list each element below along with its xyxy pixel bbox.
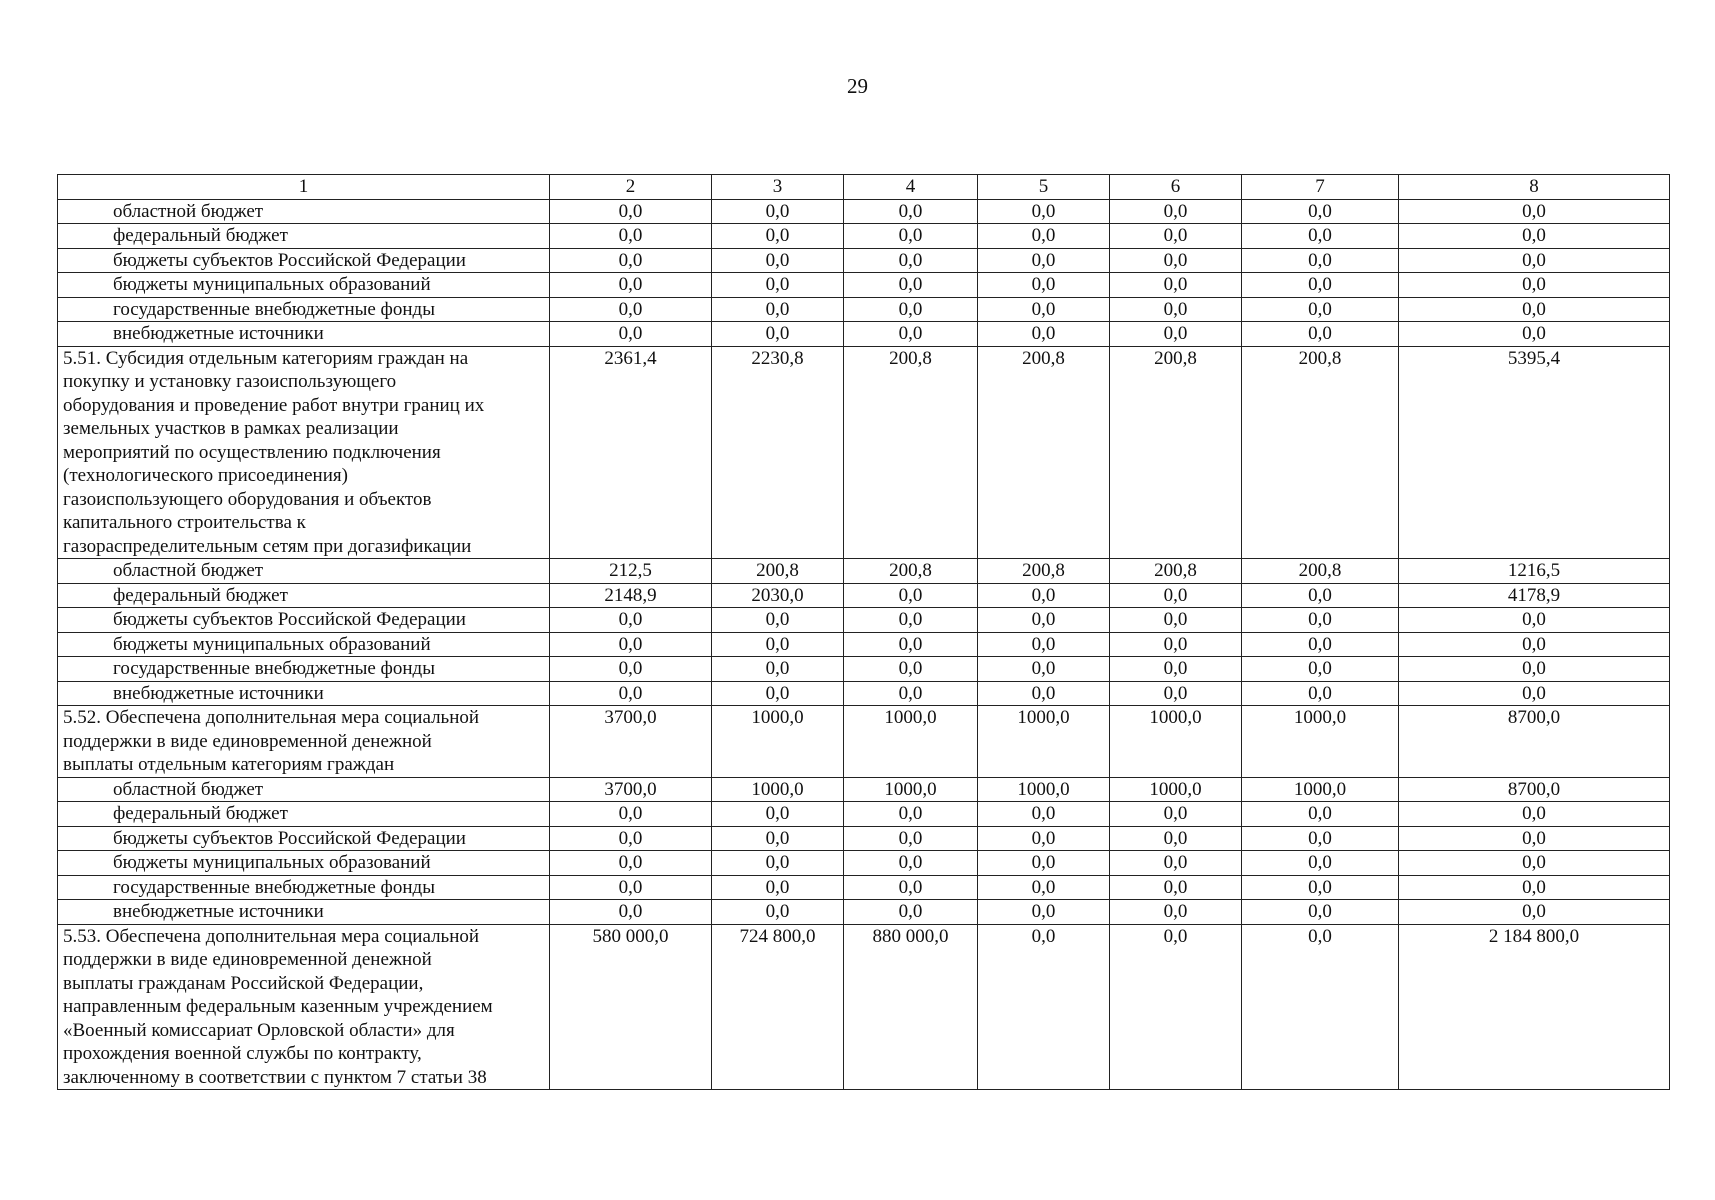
value-cell: 0,0 [978, 248, 1110, 273]
value-cell: 0,0 [1242, 924, 1399, 1090]
value-cell: 0,0 [978, 851, 1110, 876]
measure-description-line: выплаты гражданам Российской Федерации, [63, 972, 424, 994]
value-cell: 0,0 [1242, 632, 1399, 657]
budget-source-label: внебюджетные источники [58, 681, 550, 706]
value-cell: 200,8 [712, 559, 844, 584]
measure-description-line: (технологического присоединения) [63, 465, 348, 486]
budget-source-row [58, 224, 1670, 249]
budget-source-row [58, 608, 1670, 633]
value-cell: 200,8 [978, 559, 1110, 584]
value-cell: 2230,8 [712, 346, 844, 559]
budget-source-row [58, 875, 1670, 900]
value-cell: 0,0 [844, 297, 978, 322]
budget-source-label: государственные внебюджетные фонды [58, 657, 550, 682]
value-cell: 0,0 [712, 297, 844, 322]
value-cell: 0,0 [1242, 248, 1399, 273]
value-cell: 0,0 [844, 632, 978, 657]
value-cell: 0,0 [1399, 851, 1670, 876]
value-cell: 0,0 [712, 224, 844, 249]
value-cell: 4178,9 [1399, 583, 1670, 608]
value-cell: 0,0 [1110, 632, 1242, 657]
value-cell: 0,0 [1399, 900, 1670, 925]
value-cell: 3700,0 [550, 777, 712, 802]
measure-description-line: 5.51. Субсидия отдельным категориям граждан на [63, 347, 469, 369]
budget-source-row [58, 681, 1670, 706]
value-cell: 1000,0 [844, 706, 978, 778]
value-cell: 0,0 [1110, 583, 1242, 608]
value-cell: 0,0 [712, 826, 844, 851]
value-cell: 0,0 [1242, 224, 1399, 249]
value-cell: 0,0 [1110, 199, 1242, 224]
measure-description-line: поддержки в виде единовременной денежной [63, 730, 432, 752]
value-cell: 580 000,0 [550, 924, 712, 1090]
value-cell: 0,0 [1242, 681, 1399, 706]
value-cell: 0,0 [1110, 826, 1242, 851]
value-cell: 0,0 [978, 297, 1110, 322]
value-cell: 0,0 [1242, 875, 1399, 900]
column-header: 3 [712, 175, 844, 200]
budget-source-row [58, 248, 1670, 273]
value-cell: 0,0 [1242, 322, 1399, 347]
table-body [58, 175, 1670, 1090]
value-cell: 0,0 [712, 632, 844, 657]
value-cell: 0,0 [550, 297, 712, 322]
value-cell: 1000,0 [1242, 706, 1399, 778]
value-cell: 0,0 [712, 322, 844, 347]
value-cell: 0,0 [550, 681, 712, 706]
value-cell: 0,0 [978, 199, 1110, 224]
value-cell: 0,0 [844, 608, 978, 633]
value-cell: 0,0 [844, 248, 978, 273]
value-cell: 0,0 [550, 632, 712, 657]
value-cell: 0,0 [550, 875, 712, 900]
value-cell: 0,0 [1399, 224, 1670, 249]
column-header: 7 [1242, 175, 1399, 200]
value-cell: 0,0 [1399, 657, 1670, 682]
budget-source-label: областной бюджет [58, 777, 550, 802]
value-cell: 0,0 [1110, 608, 1242, 633]
measure-description-line: заключенному в соответствии с пунктом 7 статьи 38 [63, 1066, 487, 1088]
value-cell: 0,0 [1242, 297, 1399, 322]
budget-source-label: областной бюджет [58, 199, 550, 224]
value-cell: 200,8 [844, 346, 978, 559]
value-cell: 0,0 [1110, 924, 1242, 1090]
budget-source-label: бюджеты муниципальных образований [58, 273, 550, 298]
value-cell: 0,0 [550, 322, 712, 347]
value-cell: 0,0 [1110, 322, 1242, 347]
budget-source-row [58, 322, 1670, 347]
value-cell: 1000,0 [978, 706, 1110, 778]
measure-row [58, 346, 1670, 559]
value-cell: 0,0 [712, 681, 844, 706]
value-cell: 2 184 800,0 [1399, 924, 1670, 1090]
value-cell: 0,0 [844, 802, 978, 827]
value-cell: 0,0 [712, 199, 844, 224]
value-cell: 0,0 [1399, 802, 1670, 827]
value-cell: 0,0 [1399, 608, 1670, 633]
value-cell: 0,0 [1110, 657, 1242, 682]
budget-source-label: государственные внебюджетные фонды [58, 297, 550, 322]
value-cell: 0,0 [550, 248, 712, 273]
value-cell: 0,0 [712, 248, 844, 273]
value-cell: 0,0 [550, 900, 712, 925]
value-cell: 0,0 [844, 681, 978, 706]
value-cell: 1000,0 [712, 777, 844, 802]
value-cell: 0,0 [1110, 900, 1242, 925]
value-cell: 724 800,0 [712, 924, 844, 1090]
value-cell: 0,0 [978, 322, 1110, 347]
budget-table [57, 174, 1670, 1090]
value-cell: 0,0 [712, 851, 844, 876]
value-cell: 0,0 [978, 802, 1110, 827]
measure-description [58, 924, 550, 1090]
value-cell: 0,0 [1399, 632, 1670, 657]
value-cell: 0,0 [1242, 802, 1399, 827]
column-header: 2 [550, 175, 712, 200]
value-cell: 200,8 [844, 559, 978, 584]
value-cell: 200,8 [1242, 559, 1399, 584]
value-cell: 0,0 [1399, 297, 1670, 322]
value-cell: 880 000,0 [844, 924, 978, 1090]
value-cell: 0,0 [844, 657, 978, 682]
measure-description-line: направленным федеральным казенным учреждением [63, 996, 493, 1017]
value-cell: 0,0 [550, 851, 712, 876]
measure-description-line: поддержки в виде единовременной денежной [63, 949, 432, 970]
budget-source-row [58, 632, 1670, 657]
value-cell: 0,0 [844, 273, 978, 298]
value-cell: 200,8 [1110, 559, 1242, 584]
budget-source-row [58, 273, 1670, 298]
value-cell: 0,0 [844, 826, 978, 851]
value-cell: 1000,0 [1110, 777, 1242, 802]
value-cell: 0,0 [1110, 248, 1242, 273]
value-cell: 212,5 [550, 559, 712, 584]
column-header: 1 [58, 175, 550, 200]
value-cell: 0,0 [1242, 900, 1399, 925]
value-cell: 1000,0 [844, 777, 978, 802]
value-cell: 0,0 [978, 583, 1110, 608]
value-cell: 0,0 [1242, 826, 1399, 851]
value-cell: 1000,0 [712, 706, 844, 778]
value-cell: 0,0 [1242, 657, 1399, 682]
measure-description-line: прохождения военной службы по контракту, [63, 1043, 422, 1064]
budget-source-row [58, 777, 1670, 802]
measure-description-line: земельных участков в рамках реализации [63, 418, 399, 439]
value-cell: 0,0 [1110, 297, 1242, 322]
value-cell: 0,0 [1110, 802, 1242, 827]
budget-source-row [58, 657, 1670, 682]
measure-description-line: 5.53. Обеспечена дополнительная мера социальной [63, 925, 480, 947]
value-cell: 2148,9 [550, 583, 712, 608]
value-cell: 0,0 [978, 273, 1110, 298]
measure-description-line: мероприятий по осуществлению подключения [63, 441, 441, 463]
budget-source-row [58, 851, 1670, 876]
value-cell: 0,0 [1399, 273, 1670, 298]
measure-description-line: «Военный комиссариат Орловской области» для [63, 1019, 455, 1041]
value-cell: 0,0 [1110, 851, 1242, 876]
budget-source-row [58, 802, 1670, 827]
value-cell: 0,0 [712, 273, 844, 298]
value-cell: 0,0 [550, 224, 712, 249]
value-cell: 0,0 [978, 875, 1110, 900]
value-cell: 0,0 [1110, 224, 1242, 249]
value-cell: 0,0 [1399, 826, 1670, 851]
value-cell: 0,0 [1242, 851, 1399, 876]
value-cell: 0,0 [1399, 248, 1670, 273]
budget-source-label: государственные внебюджетные фонды [58, 875, 550, 900]
page-number: 29 [847, 74, 868, 98]
budget-source-row [58, 199, 1670, 224]
value-cell: 0,0 [712, 900, 844, 925]
budget-source-label: бюджеты муниципальных образований [58, 632, 550, 657]
value-cell: 0,0 [550, 657, 712, 682]
value-cell: 0,0 [1242, 199, 1399, 224]
budget-source-row [58, 297, 1670, 322]
value-cell: 0,0 [844, 900, 978, 925]
value-cell: 0,0 [1242, 583, 1399, 608]
budget-source-label: бюджеты муниципальных образований [58, 851, 550, 876]
budget-source-label: бюджеты субъектов Российской Федерации [58, 248, 550, 273]
value-cell: 0,0 [712, 802, 844, 827]
value-cell: 0,0 [844, 875, 978, 900]
value-cell: 0,0 [844, 322, 978, 347]
value-cell: 0,0 [978, 657, 1110, 682]
measure-description-line: покупку и установку газоиспользующего [63, 371, 397, 392]
value-cell: 0,0 [712, 657, 844, 682]
budget-source-label: бюджеты субъектов Российской Федерации [58, 826, 550, 851]
value-cell: 0,0 [978, 681, 1110, 706]
value-cell: 0,0 [978, 224, 1110, 249]
value-cell: 2030,0 [712, 583, 844, 608]
budget-source-label: федеральный бюджет [58, 224, 550, 249]
value-cell: 0,0 [1399, 681, 1670, 706]
measure-description-line: газораспределительным сетям при догазификации [63, 535, 472, 557]
value-cell: 0,0 [1110, 273, 1242, 298]
table-header-row [58, 175, 1670, 200]
measure-description [58, 346, 550, 559]
value-cell: 0,0 [978, 632, 1110, 657]
measure-description-line: выплаты отдельным категориям граждан [63, 754, 395, 775]
value-cell: 0,0 [978, 608, 1110, 633]
value-cell: 8700,0 [1399, 706, 1670, 778]
value-cell: 200,8 [1110, 346, 1242, 559]
budget-source-row [58, 826, 1670, 851]
value-cell: 0,0 [550, 826, 712, 851]
value-cell: 0,0 [1399, 199, 1670, 224]
budget-source-label: федеральный бюджет [58, 583, 550, 608]
value-cell: 0,0 [844, 199, 978, 224]
value-cell: 0,0 [550, 199, 712, 224]
value-cell: 0,0 [1399, 875, 1670, 900]
measure-row [58, 924, 1670, 1090]
value-cell: 0,0 [844, 224, 978, 249]
value-cell: 0,0 [1242, 273, 1399, 298]
value-cell: 0,0 [1242, 608, 1399, 633]
column-header: 8 [1399, 175, 1670, 200]
budget-source-row [58, 559, 1670, 584]
value-cell: 0,0 [844, 583, 978, 608]
value-cell: 0,0 [978, 900, 1110, 925]
value-cell: 1216,5 [1399, 559, 1670, 584]
budget-source-row [58, 583, 1670, 608]
measure-description-line: капитального строительства к [63, 512, 306, 533]
value-cell: 0,0 [1399, 322, 1670, 347]
measure-description-line: оборудования и проведение работ внутри границ их [63, 394, 485, 416]
value-cell: 0,0 [978, 826, 1110, 851]
column-header: 4 [844, 175, 978, 200]
value-cell: 200,8 [978, 346, 1110, 559]
value-cell: 200,8 [1242, 346, 1399, 559]
value-cell: 1000,0 [1110, 706, 1242, 778]
measure-description-line: 5.52. Обеспечена дополнительная мера социальной [63, 707, 480, 728]
column-header: 5 [978, 175, 1110, 200]
value-cell: 5395,4 [1399, 346, 1670, 559]
value-cell: 0,0 [550, 802, 712, 827]
value-cell: 0,0 [550, 273, 712, 298]
budget-source-label: областной бюджет [58, 559, 550, 584]
budget-source-label: федеральный бюджет [58, 802, 550, 827]
measure-description-line: газоиспользующего оборудования и объектов [63, 488, 432, 510]
value-cell: 1000,0 [978, 777, 1110, 802]
budget-source-label: бюджеты субъектов Российской Федерации [58, 608, 550, 633]
value-cell: 3700,0 [550, 706, 712, 778]
value-cell: 1000,0 [1242, 777, 1399, 802]
value-cell: 8700,0 [1399, 777, 1670, 802]
value-cell: 0,0 [1110, 681, 1242, 706]
measure-description [58, 706, 550, 778]
measure-row [58, 706, 1670, 778]
budget-source-label: внебюджетные источники [58, 322, 550, 347]
budget-source-row [58, 900, 1670, 925]
value-cell: 0,0 [844, 851, 978, 876]
value-cell: 0,0 [1110, 875, 1242, 900]
budget-source-label: внебюджетные источники [58, 900, 550, 925]
value-cell: 0,0 [978, 924, 1110, 1090]
value-cell: 2361,4 [550, 346, 712, 559]
value-cell: 0,0 [550, 608, 712, 633]
value-cell: 0,0 [712, 608, 844, 633]
column-header: 6 [1110, 175, 1242, 200]
value-cell: 0,0 [712, 875, 844, 900]
